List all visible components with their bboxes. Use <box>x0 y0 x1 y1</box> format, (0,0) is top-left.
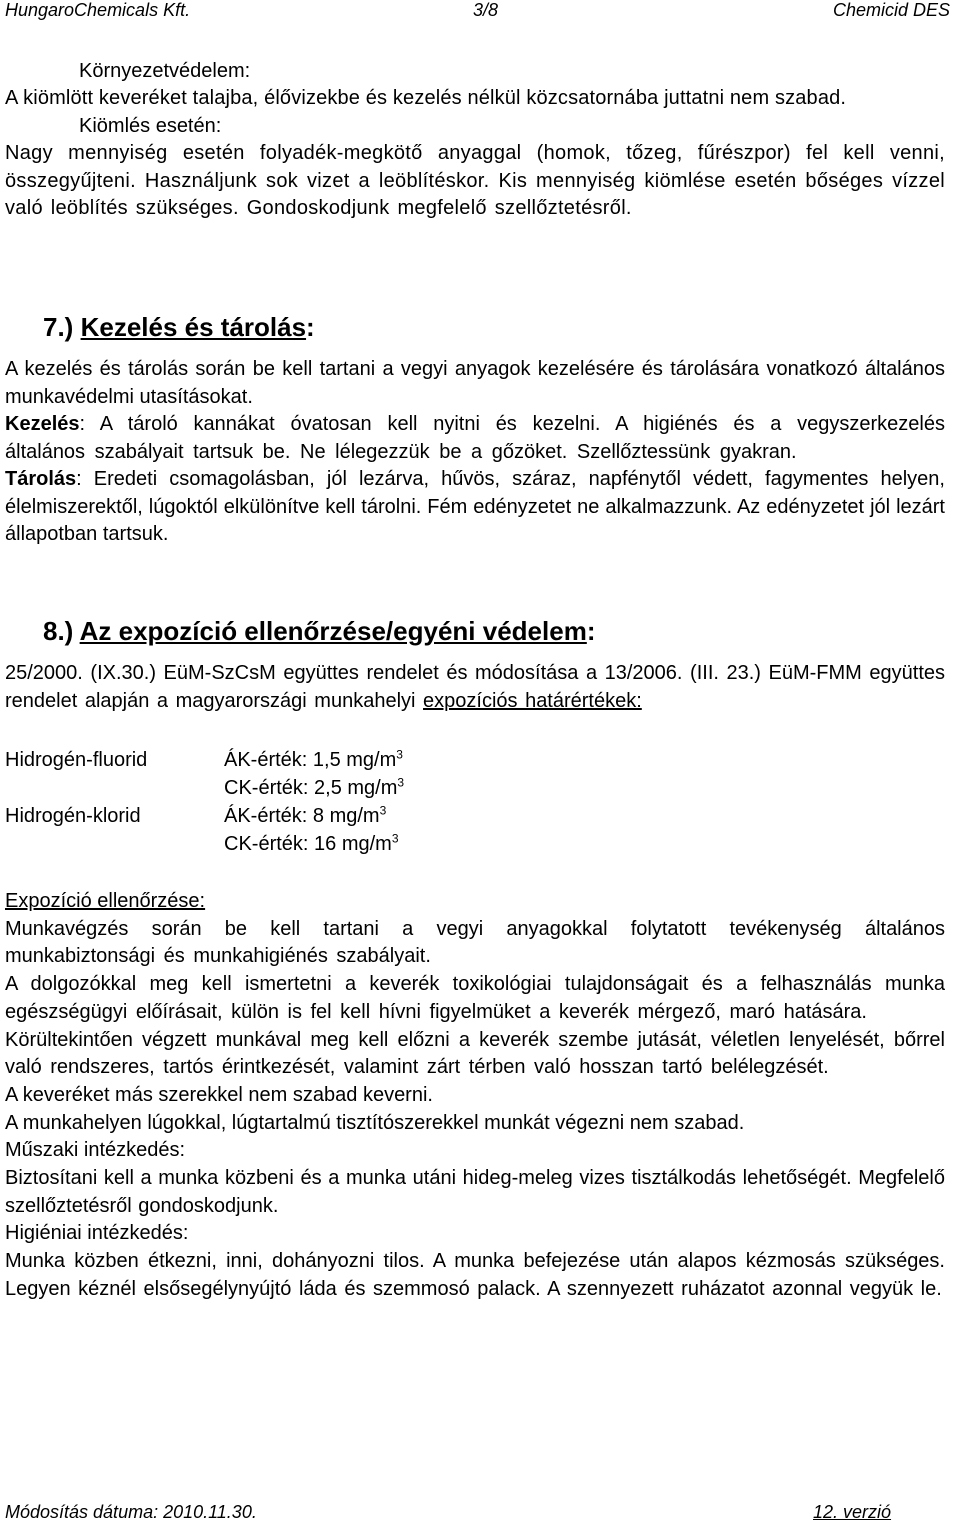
unit-exponent: 3 <box>379 803 387 818</box>
technical-measures-text: Biztosítani kell a munka közbeni és a munka utáni hideg-meleg vizes tisztálkodás lehetőségét. Megfelelő szellőztetésről gondoskodjunk. <box>5 1167 945 1217</box>
section-7-heading: 7.) Kezelés és tárolás: <box>43 312 315 342</box>
section-8-heading: 8.) Az expozíció ellenőrzése/egyéni védelem: <box>43 616 596 646</box>
exposure-limits-label: expozíciós határértékek: <box>423 689 642 712</box>
section-7-title: Kezelés és tárolás <box>80 312 307 342</box>
unit-exponent: 3 <box>397 775 405 790</box>
ck-value-text: CK-érték: 16 mg/m <box>224 833 392 855</box>
env-label-line: Környezetvédelem: <box>79 60 251 82</box>
version-label: 12. verzió <box>813 1502 892 1522</box>
ck-value <box>224 830 399 858</box>
limit-row <box>5 830 945 858</box>
storage-text: Eredeti csomagolásban, jól lezárva, hűvös, száraz, napfénytől védett, fagymentes helyen, élelmiszerektől, lúgoktól elkülönítve kell tárolni. Fém edényzetet ne alkalmazzunk. Az edényzetet jól lezárt állapotban tartsuk. <box>5 468 945 545</box>
handling-label: Kezelés <box>5 413 80 435</box>
exposure-paragraph-4: A keveréket más szerekkel nem szabad keverni. <box>5 1083 433 1106</box>
spill-label-line: Kiömlés esetén: <box>79 114 222 137</box>
exposure-control-label-line <box>5 888 945 916</box>
header-company: HungaroChemicals Kft. <box>5 0 191 20</box>
section-7-number: 7.) <box>43 312 74 342</box>
regulation-paragraph <box>5 660 945 715</box>
ck-value <box>224 774 404 802</box>
exposure-control-section <box>5 888 945 1304</box>
storage-paragraph: Tárolás: Eredeti csomagolásban, jól lezárva, hűvös, száraz, napfénytől védett, fagymentes helyen, élelmiszerektől, lúgoktól elkülönítve kell tárolni. Fém edényzetet ne alkalmazzunk. Az edényzetet jól lezárt állapotban tartsuk. <box>5 468 945 545</box>
hygiene-measures-label: Higiéniai intézkedés: <box>5 1222 189 1245</box>
section-7 <box>5 312 945 549</box>
exposure-paragraph-1: Munkavégzés során be kell tartani a vegyi anyagokkal folytatott tevékenység általános munkabiztonsági és munkahigiénés szabályait. <box>5 917 945 968</box>
exposure-paragraph-2: A dolgozókkal meg kell ismertetni a keverék toxikológiai tulajdonságait és a felhasználás munka egészségügyi előírásait, külön is fel kell hívni figyelmüket a keverék mérgező, maró hatására. <box>5 973 945 1023</box>
section-7-intro: A kezelés és tárolás során be kell tartani a vegyi anyagok kezelésére és tárolására vonatkozó általános munkavédelmi utasításokat. <box>5 358 945 408</box>
page-footer <box>5 1502 945 1524</box>
section-6-continued <box>5 58 945 222</box>
exposure-limits-table <box>5 746 945 858</box>
env-text: A kiömlött keveréket talajba, élővizekbe és kezelés nélkül közcsatornába juttatni nem szabad. <box>5 87 847 110</box>
exposure-paragraph-5: A munkahelyen lúgokkal, lúgtartalmú tisztítószerekkel munkát végezni nem szabad. <box>5 1111 745 1134</box>
section-8-title: Az expozíció ellenőrzése/egyéni védelem <box>79 616 587 646</box>
header-page-number: 3/8 <box>473 0 499 20</box>
unit-exponent: 3 <box>396 747 403 762</box>
regulation-text: 25/2000. (IX.30.) EüM-SzCsM együttes rendelet és módosítása a 13/2006. (III. 23.) EüM-FMM együttes rendelet alapján a magyarországi munkahelyi <box>5 662 945 712</box>
ak-value-text: ÁK-érték: 8 mg/m <box>224 805 380 827</box>
exposure-paragraph-3: Körültekintően végzett munkával meg kell előzni a keverék szembe jutását, véletlen lenyelését, bőrrel való rendszeres, tartós érintkezését, valamint zárt térben való hosszan tartó belélegzését. <box>5 1028 945 1079</box>
section-8-number: 8.) <box>43 616 74 646</box>
env-label: Környezetvédelem <box>79 60 245 82</box>
modification-date: Módosítás dátuma: 2010.11.30. <box>5 1502 257 1522</box>
spill-label: Kiömlés esetén <box>79 114 216 137</box>
unit-exponent: 3 <box>391 831 399 846</box>
ak-value <box>224 746 403 774</box>
substance-name: Hidrogén-klorid <box>5 805 141 827</box>
limit-row <box>5 746 945 774</box>
substance-name: Hidrogén-fluorid <box>5 749 148 771</box>
exposure-control-label: Expozíció ellenőrzése: <box>5 890 206 912</box>
page-header <box>5 0 950 22</box>
ak-value-text: ÁK-érték: 1,5 mg/m <box>224 749 397 771</box>
handling-paragraph: Kezelés: A tároló kannákat óvatosan kell nyitni és kezelni. A higiénés és a vegyszerkezelés általános szabályait tartsuk be. Ne lélegezzük be a gőzöket. Szellőztessünk gyakran. <box>5 413 945 463</box>
spill-text: Nagy mennyiség esetén folyadék-megkötő anyaggal (homok, tőzeg, fűrészpor) fel kell venni, összegyűjteni. Használjunk sok vizet a leöblítéskor. Kis mennyiség kiömlése esetén bőséges vízzel való leöblítés szükséges. Gondoskodjunk megfelelő szellőztetésről. <box>5 142 945 220</box>
section-8-heading-block <box>5 616 945 646</box>
limit-row <box>5 774 945 802</box>
limit-row <box>5 802 945 830</box>
ak-value <box>224 802 386 830</box>
storage-label: Tárolás <box>5 468 77 490</box>
handling-text: A tároló kannákat óvatosan kell nyitni és kezelni. A higiénés és a vegyszerkezelés általános szabályait tartsuk be. Ne lélegezzük be a gőzöket. Szellőztessünk gyakran. <box>5 413 945 463</box>
hygiene-measures-text: Munka közben étkezni, inni, dohányozni tilos. A munka befejezése után alapos kézmosás szükséges. Legyen kéznél elsősegélynyújtó láda és szemmosó palack. A szennyezett ruházatot azonnal vegyük le. <box>5 1250 945 1300</box>
technical-measures-label: Műszaki intézkedés: <box>5 1139 186 1162</box>
header-app-name: Chemicid DES <box>832 0 950 20</box>
regulation-text-line <box>5 660 945 715</box>
ck-value-text: CK-érték: 2,5 mg/m <box>224 777 398 799</box>
